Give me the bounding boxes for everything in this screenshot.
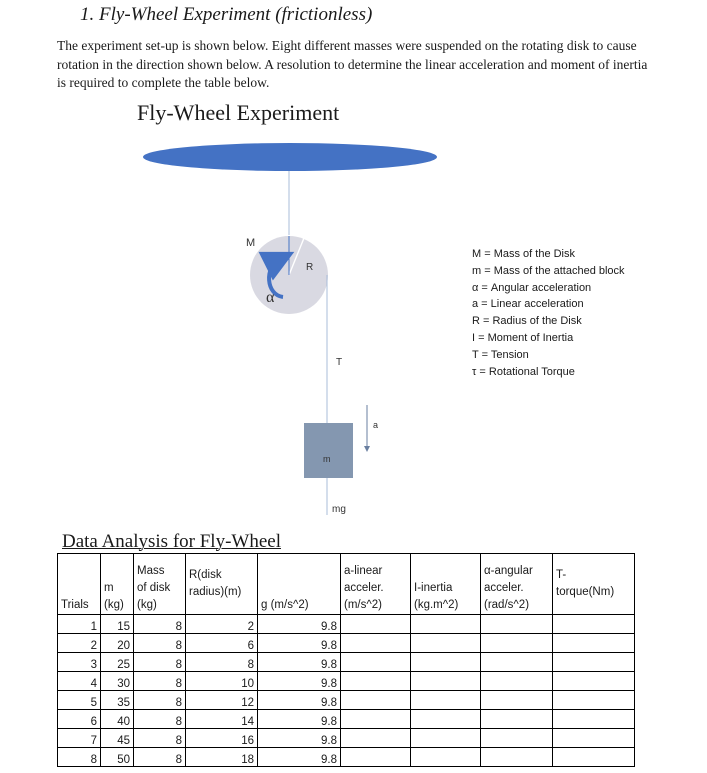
cell-a-linear[interactable] [341, 634, 411, 653]
cell-trial: 7 [58, 729, 101, 748]
intro-paragraph: The experiment set-up is shown below. Eight different masses were suspended on the rotating disk to cause rotation in the direction shown below. A resolution to determine the linear acceleration and moment of inertia is required to complete the table below. [57, 38, 648, 90]
cell-mass-disk: 8 [134, 672, 186, 691]
cell-radius: 10 [186, 672, 258, 691]
header-g: g (m/s^2) [258, 554, 341, 615]
cell-a-linear[interactable] [341, 748, 411, 767]
table-row [58, 748, 635, 767]
data-table [57, 553, 635, 767]
cell-alpha[interactable] [481, 634, 553, 653]
table-row [58, 729, 635, 748]
legend-item: a = Linear acceleration [472, 298, 584, 311]
label-tension: T [336, 357, 343, 368]
cell-radius: 2 [186, 615, 258, 634]
cell-inertia[interactable] [411, 672, 481, 691]
cell-m: 45 [101, 729, 134, 748]
cell-trial: 6 [58, 710, 101, 729]
cell-g: 9.8 [258, 653, 341, 672]
cell-alpha[interactable] [481, 710, 553, 729]
cell-mass-disk: 8 [134, 634, 186, 653]
header-a-linear: a-linear acceler. (m/s^2) [341, 554, 411, 615]
cell-inertia[interactable] [411, 729, 481, 748]
cell-m: 40 [101, 710, 134, 729]
cell-m: 25 [101, 653, 134, 672]
cell-radius: 8 [186, 653, 258, 672]
page-heading: 1. Fly-Wheel Experiment (frictionless) [80, 4, 373, 25]
table-row [58, 653, 635, 672]
label-radius: R [306, 262, 314, 273]
cell-radius: 18 [186, 748, 258, 767]
cell-a-linear[interactable] [341, 691, 411, 710]
cell-mass-disk: 8 [134, 729, 186, 748]
table-row [58, 691, 635, 710]
cell-torque[interactable] [553, 691, 635, 710]
cell-trial: 8 [58, 748, 101, 767]
cell-torque[interactable] [553, 729, 635, 748]
cell-mass-disk: 8 [134, 710, 186, 729]
cell-g: 9.8 [258, 615, 341, 634]
cell-radius: 12 [186, 691, 258, 710]
cell-trial: 4 [58, 672, 101, 691]
header-mass-disk: Mass of disk (kg) [134, 554, 186, 615]
cell-inertia[interactable] [411, 653, 481, 672]
cell-torque[interactable] [553, 653, 635, 672]
header-m: m (kg) [101, 554, 134, 615]
cell-torque[interactable] [553, 748, 635, 767]
cell-g: 9.8 [258, 672, 341, 691]
label-disk-mass: M [246, 237, 256, 249]
cell-a-linear[interactable] [341, 729, 411, 748]
legend-item: I = Moment of Inertia [472, 331, 574, 344]
cell-inertia[interactable] [411, 634, 481, 653]
label-weight: mg [332, 504, 346, 515]
label-accel: a [373, 420, 379, 430]
cell-mass-disk: 8 [134, 691, 186, 710]
cell-a-linear[interactable] [341, 615, 411, 634]
header-alpha: α-angular acceler. (rad/s^2) [481, 554, 553, 615]
cell-alpha[interactable] [481, 729, 553, 748]
cell-inertia[interactable] [411, 615, 481, 634]
cell-a-linear[interactable] [341, 653, 411, 672]
cell-torque[interactable] [553, 710, 635, 729]
label-block: m [323, 454, 331, 464]
cell-alpha[interactable] [481, 653, 553, 672]
cell-alpha[interactable] [481, 672, 553, 691]
cell-m: 15 [101, 615, 134, 634]
table-row [58, 672, 635, 691]
cell-torque[interactable] [553, 672, 635, 691]
header-radius: R(disk radius)(m) [186, 554, 258, 615]
cell-trial: 5 [58, 691, 101, 710]
cell-inertia[interactable] [411, 710, 481, 729]
cell-radius: 6 [186, 634, 258, 653]
legend-item: τ = Rotational Torque [472, 365, 575, 378]
cell-g: 9.8 [258, 634, 341, 653]
cell-trial: 3 [58, 653, 101, 672]
table-row [58, 615, 635, 634]
cell-alpha[interactable] [481, 748, 553, 767]
cell-torque[interactable] [553, 634, 635, 653]
hanging-block [304, 423, 353, 478]
figure-title: Fly-Wheel Experiment [137, 100, 340, 125]
table-row [58, 710, 635, 729]
cell-g: 9.8 [258, 729, 341, 748]
header-inertia: I-inertia (kg.m^2) [411, 554, 481, 615]
legend-item: R = Radius of the Disk [472, 315, 582, 328]
variable-legend [472, 246, 625, 380]
cell-m: 35 [101, 691, 134, 710]
cell-g: 9.8 [258, 691, 341, 710]
cell-alpha[interactable] [481, 615, 553, 634]
header-torque: T- torque(Nm) [553, 554, 635, 615]
cell-m: 30 [101, 672, 134, 691]
cell-m: 50 [101, 748, 134, 767]
table-title: Data Analysis for Fly-Wheel [62, 531, 281, 552]
table-header-row [58, 554, 635, 615]
cell-radius: 16 [186, 729, 258, 748]
table-row [58, 634, 635, 653]
cell-torque[interactable] [553, 615, 635, 634]
cell-mass-disk: 8 [134, 748, 186, 767]
cell-alpha[interactable] [481, 691, 553, 710]
cell-mass-disk: 8 [134, 653, 186, 672]
legend-item: α = Angular acceleration [472, 281, 592, 294]
flywheel [143, 143, 437, 171]
cell-inertia[interactable] [411, 748, 481, 767]
label-angular: α [266, 289, 275, 306]
cell-radius: 14 [186, 710, 258, 729]
legend-item: M = Mass of the Disk [472, 248, 576, 260]
cell-a-linear[interactable] [341, 672, 411, 691]
cell-trial: 1 [58, 615, 101, 634]
legend-item: T = Tension [472, 348, 529, 361]
cell-trial: 2 [58, 634, 101, 653]
legend-item: m = Mass of the attached block [472, 264, 625, 277]
cell-inertia[interactable] [411, 691, 481, 710]
cell-m: 20 [101, 634, 134, 653]
cell-g: 9.8 [258, 710, 341, 729]
header-trials: Trials [58, 554, 101, 615]
cell-mass-disk: 8 [134, 615, 186, 634]
cell-a-linear[interactable] [341, 710, 411, 729]
cell-g: 9.8 [258, 748, 341, 767]
